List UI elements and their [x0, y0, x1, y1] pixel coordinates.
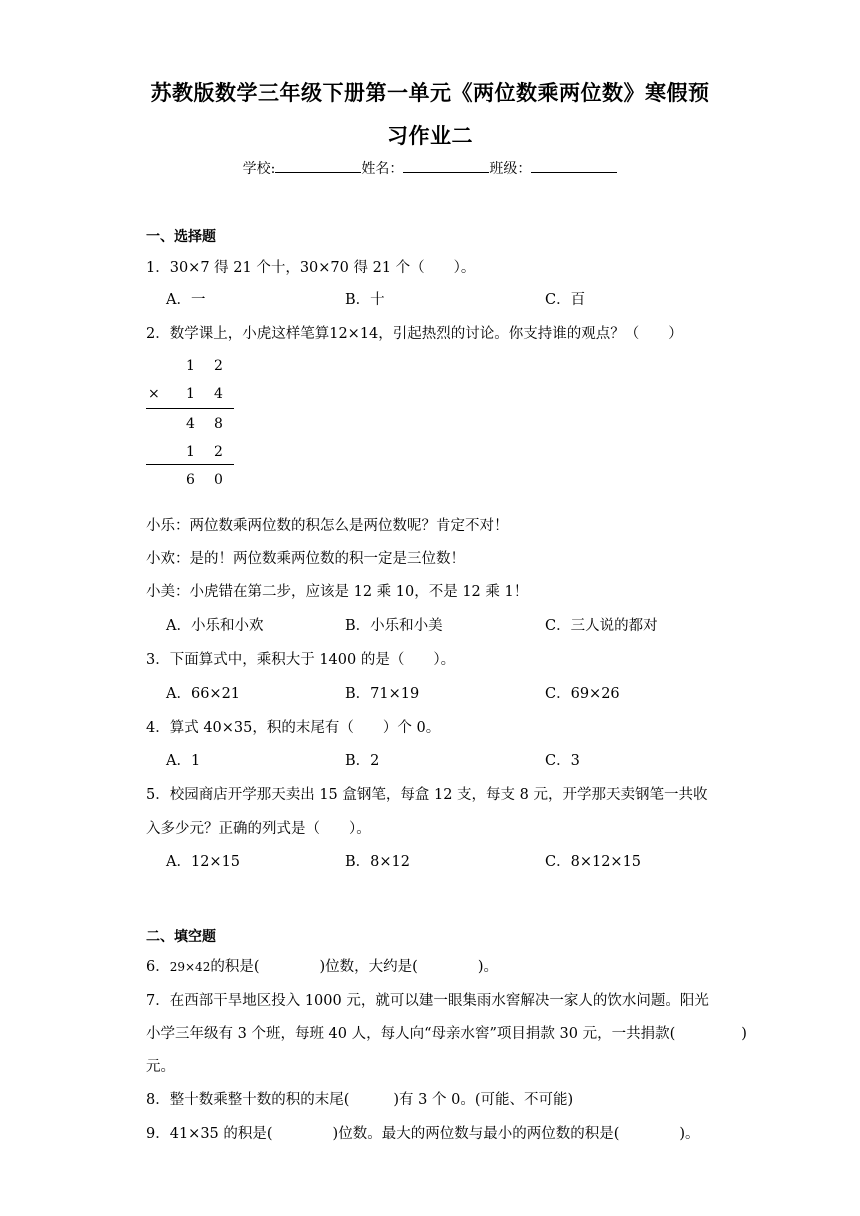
calc-digit: 1	[186, 358, 195, 374]
q2-option-a[interactable]: A．小乐和小欢	[166, 618, 264, 634]
question-7-line-3: 元。	[146, 1059, 175, 1075]
calc-digit: 1	[186, 386, 195, 402]
student-info	[0, 158, 860, 178]
calc-digit: 4	[186, 416, 195, 432]
class-label: 班级：	[489, 161, 532, 177]
times-sign: ×	[148, 386, 160, 402]
q9-text-a: 9．41×35 的积是(	[146, 1126, 273, 1142]
q9-text-c: )。	[679, 1126, 700, 1142]
class-blank[interactable]	[531, 159, 617, 173]
calc-rule	[146, 464, 234, 465]
q1-option-c[interactable]: C．百	[545, 292, 586, 308]
title-line-1: 苏教版数学三年级下册第一单元《两位数乘两位数》寒假预	[150, 80, 710, 105]
q1-option-b[interactable]: B．十	[345, 292, 385, 308]
statement-xiaohuan: 小欢：是的！两位数乘两位数的积一定是三位数！	[146, 551, 465, 567]
q3-option-a[interactable]: A．66×21	[166, 686, 241, 702]
section-choice-heading: 一、选择题	[146, 229, 216, 245]
q7-text: 小学三年级有 3 个班，每班 40 人，每人向“母亲水窖”项目捐款 30 元，一共捐款(	[146, 1026, 676, 1042]
q4-option-c[interactable]: C．3	[545, 753, 580, 769]
q7-close-paren: )	[741, 1026, 747, 1042]
q8-text-b: )有 3 个 0。(可能、不可能)	[393, 1092, 574, 1108]
calc-digit: 1	[186, 444, 195, 460]
school-blank[interactable]	[275, 159, 361, 173]
calc-digit: 2	[214, 444, 223, 460]
calc-digit: 0	[214, 472, 223, 488]
q6-number: 6．	[146, 959, 170, 975]
question-1: 1．30×7 得 21 个十，30×70 得 21 个（ ）。	[146, 260, 476, 276]
q5-option-a[interactable]: A．12×15	[166, 854, 241, 870]
calc-digit: 8	[214, 416, 223, 432]
question-3: 3．下面算式中，乘积大于 1400 的是（ ）。	[146, 652, 456, 668]
question-8	[146, 1088, 573, 1109]
q3-option-b[interactable]: B．71×19	[345, 686, 420, 702]
q6-text-a: 的积是(	[210, 959, 260, 975]
q6-text-b: )位数，大约是(	[319, 959, 418, 975]
question-5-line-1: 5．校园商店开学那天卖出 15 盒钢笔，每盒 12 支，每支 8 元，开学那天卖钢笔一共收	[146, 787, 708, 803]
question-9	[146, 1122, 700, 1143]
question-7-line-2	[146, 1022, 747, 1043]
q2-option-b[interactable]: B．小乐和小美	[345, 618, 443, 634]
name-label: 姓名：	[361, 161, 404, 177]
q1-option-a[interactable]: A．一	[166, 292, 206, 308]
q3-option-c[interactable]: C．69×26	[545, 686, 620, 702]
q4-option-a[interactable]: A．1	[166, 753, 201, 769]
statement-xiaole: 小乐：两位数乘两位数的积怎么是两位数呢？肯定不对！	[146, 518, 509, 534]
section-fill-heading: 二、填空题	[146, 929, 216, 945]
q6-expression: 29×42	[169, 960, 211, 974]
school-label: 学校:	[242, 161, 276, 177]
q2-option-c[interactable]: C．三人说的都对	[545, 618, 658, 634]
q8-text-a: 8．整十数乘整十数的积的末尾(	[146, 1092, 350, 1108]
question-6	[146, 955, 498, 976]
q6-text-c: )。	[477, 959, 498, 975]
q5-option-b[interactable]: B．8×12	[345, 854, 410, 870]
q4-option-b[interactable]: B．2	[345, 753, 380, 769]
title-line-2: 习作业二	[387, 123, 473, 148]
name-blank[interactable]	[403, 159, 489, 173]
question-5-line-2: 入多少元？正确的列式是（ ）。	[146, 821, 371, 837]
vertical-multiplication	[146, 352, 246, 492]
calc-digit: 6	[186, 472, 195, 488]
q9-text-b: )位数。最大的两位数与最小的两位数的积是(	[332, 1126, 620, 1142]
question-2: 2．数学课上，小虎这样笔算12×14，引起热烈的讨论。你支持谁的观点？（ ）	[146, 326, 683, 342]
calc-digit: 2	[214, 358, 223, 374]
statement-xiaomei: 小美：小虎错在第二步，应该是 12 乘 10，不是 12 乘 1！	[146, 584, 529, 600]
q5-option-c[interactable]: C．8×12×15	[545, 854, 642, 870]
calc-rule	[146, 408, 234, 409]
question-7-line-1: 7．在西部干旱地区投入 1000 元，就可以建一眼集雨水窖解决一家人的饮水问题。阳光	[146, 993, 709, 1009]
question-4: 4．算式 40×35，积的末尾有（ ）个 0。	[146, 720, 441, 736]
calc-digit: 4	[214, 386, 223, 402]
